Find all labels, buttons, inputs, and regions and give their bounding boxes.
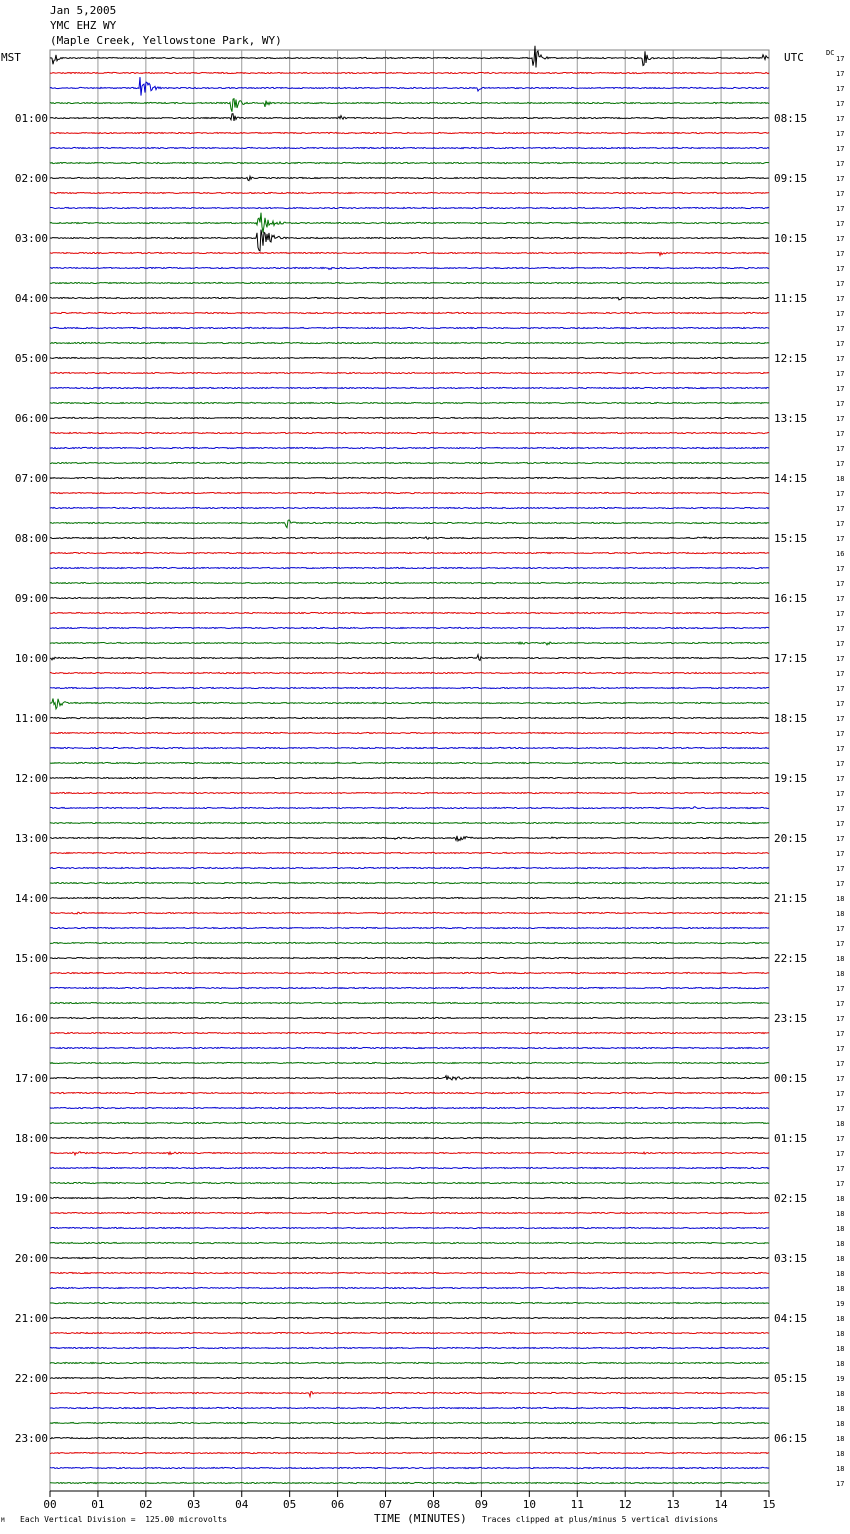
trace-line: [50, 987, 769, 988]
dc-offset-value: 17: [836, 355, 845, 363]
trace-line: [50, 957, 769, 958]
dc-offset-value: 17: [836, 1105, 845, 1113]
dc-offset-value: 17: [836, 1015, 845, 1023]
trace-line: [50, 867, 769, 868]
trace-line: [50, 1332, 769, 1333]
x-tick-label: 02: [139, 1498, 153, 1511]
left-hour-label: 01:00: [14, 112, 48, 125]
trace-line: [50, 1152, 769, 1155]
trace-line: [50, 597, 769, 598]
trace-line: [50, 792, 769, 793]
left-hour-label: 20:00: [14, 1252, 48, 1265]
trace-line: [50, 567, 769, 568]
dc-offset-value: 19: [836, 1375, 845, 1383]
dc-offset-value: 17: [836, 220, 845, 228]
trace-line: [50, 672, 769, 673]
dc-offset-value: 18: [836, 1405, 845, 1413]
trace-line: [50, 520, 769, 528]
trace-line: [50, 282, 769, 283]
scale-note: Each Vertical Division = 125.00 microvolts: [20, 1515, 228, 1524]
right-hour-label: 09:15: [774, 172, 808, 185]
dc-offset-value: 18: [836, 1360, 845, 1368]
dc-label: DC: [826, 49, 835, 57]
dc-offset-value: 17: [836, 520, 845, 528]
dc-offset-value: 17: [836, 235, 845, 243]
trace-line: [50, 1137, 769, 1138]
trace-line: [50, 1062, 769, 1063]
trace-line: [50, 147, 769, 148]
x-tick-label: 11: [570, 1498, 584, 1511]
trace-line: [50, 1392, 769, 1397]
left-hour-label: 21:00: [14, 1312, 48, 1325]
dc-offset-value: 17: [836, 595, 845, 603]
left-hour-label: 11:00: [14, 712, 48, 725]
dc-offset-value: 17: [836, 280, 845, 288]
dc-offset-value: 19: [836, 1300, 845, 1308]
right-hour-label: 11:15: [774, 292, 808, 305]
right-hour-label: 05:15: [774, 1372, 808, 1385]
dc-offset-value: 17: [836, 190, 845, 198]
trace-line: [50, 582, 769, 583]
trace-line: [50, 822, 769, 823]
trace-line: [50, 836, 769, 841]
dc-offset-value: 17: [836, 1075, 845, 1083]
trace-line: [50, 1122, 769, 1123]
left-hour-label: 05:00: [14, 352, 48, 365]
dc-offset-value: 18: [836, 1465, 845, 1473]
trace-line: [50, 942, 769, 943]
dc-offset-value: 17: [836, 250, 845, 258]
dc-offset-value: 18: [836, 1240, 845, 1248]
trace-line: [50, 747, 769, 748]
x-tick-label: 15: [762, 1498, 776, 1511]
station-code: YMC EHZ WY: [50, 19, 117, 32]
right-hour-label: 02:15: [774, 1192, 808, 1205]
x-tick-label: 00: [43, 1498, 57, 1511]
right-hour-label: 04:15: [774, 1312, 808, 1325]
x-tick-label: 05: [283, 1498, 297, 1511]
trace-line: [50, 655, 769, 661]
dc-offset-value: 16: [836, 550, 845, 558]
trace-line: [50, 77, 769, 96]
dc-offset-value: 17: [836, 730, 845, 738]
trace-line: [50, 1076, 769, 1080]
dc-offset-value: 17: [836, 1135, 845, 1143]
dc-offset-value: 17: [836, 1030, 845, 1038]
trace-line: [50, 132, 769, 133]
dc-offset-value: 17: [836, 100, 845, 108]
dc-offset-value: 17: [836, 340, 845, 348]
x-tick-label: 13: [666, 1498, 680, 1511]
dc-offset-value: 17: [836, 850, 845, 858]
trace-line: [50, 1017, 769, 1018]
trace-line: [50, 1407, 769, 1408]
left-hour-label: 14:00: [14, 892, 48, 905]
trace-line: [50, 213, 769, 233]
left-hour-label: 07:00: [14, 472, 48, 485]
dc-offset-value: 17: [836, 880, 845, 888]
trace-line: [50, 1347, 769, 1348]
dc-offset-value: 17: [836, 445, 845, 453]
trace-line: [50, 1182, 769, 1183]
right-hour-label: 00:15: [774, 1072, 808, 1085]
dc-offset-value: 17: [836, 115, 845, 123]
plot-frame: [50, 50, 769, 1491]
trace-line: [50, 912, 769, 914]
dc-offset-value: 17: [836, 985, 845, 993]
trace-line: [50, 1047, 769, 1048]
trace-line: [50, 1272, 769, 1273]
trace-line: [50, 357, 769, 358]
trace-line: [50, 372, 769, 373]
dc-offset-value: 17: [836, 325, 845, 333]
trace-line: [50, 417, 769, 418]
trace-line: [50, 507, 769, 508]
right-hour-label: 08:15: [774, 112, 808, 125]
dc-offset-value: 17: [836, 1090, 845, 1098]
dc-offset-value: 17: [836, 1150, 845, 1158]
dc-offset-value: 17: [836, 385, 845, 393]
trace-line: [50, 114, 769, 121]
dc-offset-value: 17: [836, 760, 845, 768]
trace-line: [50, 207, 769, 208]
dc-offset-value: 18: [836, 475, 845, 483]
x-tick-label: 01: [91, 1498, 105, 1511]
dc-offset-value: 18: [836, 895, 845, 903]
seismic-traces: [50, 46, 769, 1484]
dc-offset-value: 17: [836, 865, 845, 873]
left-hour-label: 16:00: [14, 1012, 48, 1025]
right-hour-label: 23:15: [774, 1012, 808, 1025]
dc-offset-value: 17: [836, 490, 845, 498]
dc-offset-value: 18: [836, 970, 845, 978]
dc-offset-value: 17: [836, 535, 845, 543]
trace-line: [50, 297, 769, 300]
right-hour-label: 01:15: [774, 1132, 808, 1145]
trace-line: [50, 1437, 769, 1438]
dc-offset-value: 17: [836, 310, 845, 318]
trace-line: [50, 447, 769, 448]
right-hour-label: 22:15: [774, 952, 808, 965]
trace-line: [50, 1257, 769, 1258]
right-hour-label: 19:15: [774, 772, 808, 785]
dc-offset-value: 17: [836, 805, 845, 813]
dc-offset-value: 17: [836, 655, 845, 663]
trace-line: [50, 882, 769, 883]
dc-offset-value: 17: [836, 715, 845, 723]
trace-line: [50, 552, 769, 553]
dc-offset-value: 18: [836, 1225, 845, 1233]
dc-offset-value: 17: [836, 790, 845, 798]
dc-offset-value: 18: [836, 1450, 845, 1458]
dc-offset-value: 17: [836, 130, 845, 138]
right-hour-label: 15:15: [774, 532, 808, 545]
trace-line: [50, 807, 769, 809]
dc-offset-value: 18: [836, 1330, 845, 1338]
left-hour-label: 10:00: [14, 652, 48, 665]
dc-offset-value: 17: [836, 70, 845, 78]
trace-line: [50, 642, 769, 645]
trace-line: [50, 1362, 769, 1363]
time-axis: [43, 1491, 775, 1511]
right-hour-label: 06:15: [774, 1432, 808, 1445]
trace-line: [50, 492, 769, 493]
dc-offset-value: 17: [836, 85, 845, 93]
trace-line: [50, 46, 769, 68]
dc-offset-value: 17: [836, 265, 845, 273]
dc-offset-value: 17: [836, 700, 845, 708]
dc-offset-value: 17: [836, 775, 845, 783]
left-hour-label: 22:00: [14, 1372, 48, 1385]
dc-offset-value: 17: [836, 565, 845, 573]
trace-line: [50, 1167, 769, 1168]
right-hour-label: 17:15: [774, 652, 808, 665]
right-hour-label: 03:15: [774, 1252, 808, 1265]
trace-line: [50, 312, 769, 313]
trace-line: [50, 1482, 769, 1483]
trace-line: [50, 387, 769, 388]
trace-line: [50, 777, 769, 778]
right-hour-label: 12:15: [774, 352, 808, 365]
dc-offset-value: 18: [836, 1420, 845, 1428]
dc-offset-value: 17: [836, 1165, 845, 1173]
trace-line: [50, 1002, 769, 1003]
dc-offset-value: 17: [836, 415, 845, 423]
trace-line: [50, 927, 769, 928]
left-hour-label: 06:00: [14, 412, 48, 425]
dc-offset-value: 17: [836, 145, 845, 153]
left-timezone: MST: [1, 51, 21, 64]
dc-offset-value: 17: [836, 430, 845, 438]
dc-offset-value: 18: [836, 1435, 845, 1443]
trace-line: [50, 1302, 769, 1304]
dc-offset-value: 17: [836, 175, 845, 183]
dc-offset-value: 17: [836, 55, 845, 63]
right-hour-label: 20:15: [774, 832, 808, 845]
trace-line: [50, 972, 769, 973]
dc-offset-value: 18: [836, 1120, 845, 1128]
dc-offset-value: 18: [836, 1390, 845, 1398]
trace-line: [50, 462, 769, 463]
dc-offset-value: 17: [836, 160, 845, 168]
dc-offset-value: 17: [836, 835, 845, 843]
trace-line: [50, 1032, 769, 1033]
left-hour-label: 23:00: [14, 1432, 48, 1445]
right-hour-label: 14:15: [774, 472, 808, 485]
right-hour-label: 16:15: [774, 592, 808, 605]
dc-offset-value: 18: [836, 1270, 845, 1278]
dc-offset-value: 17: [836, 1045, 845, 1053]
trace-line: [50, 699, 769, 709]
corner-mark: M: [1, 1517, 5, 1524]
left-hour-label: 09:00: [14, 592, 48, 605]
trace-line: [50, 72, 769, 73]
left-hour-label: 19:00: [14, 1192, 48, 1205]
trace-line: [50, 852, 769, 853]
trace-line: [50, 537, 769, 539]
trace-line: [50, 1317, 769, 1318]
dc-offset-value: 18: [836, 1210, 845, 1218]
minute-grid: [50, 50, 769, 1491]
x-tick-label: 03: [187, 1498, 201, 1511]
trace-line: [50, 1287, 769, 1288]
trace-line: [50, 762, 769, 763]
trace-line: [50, 1452, 769, 1453]
dc-offset-value: 17: [836, 1480, 845, 1488]
dc-offset-value: 17: [836, 925, 845, 933]
trace-line: [50, 192, 769, 193]
x-tick-label: 04: [235, 1498, 249, 1511]
dc-offset-value: 17: [836, 400, 845, 408]
left-hour-label: 04:00: [14, 292, 48, 305]
trace-line: [50, 717, 769, 718]
trace-line: [50, 230, 769, 251]
dc-offset-value: 17: [836, 745, 845, 753]
dc-offset-value: 17: [836, 820, 845, 828]
x-axis-title: TIME (MINUTES): [374, 1512, 467, 1525]
right-hour-label: 18:15: [774, 712, 808, 725]
left-hour-label: 08:00: [14, 532, 48, 545]
dc-offset-value: 17: [836, 460, 845, 468]
trace-line: [50, 1092, 769, 1093]
dc-offset-value: 18: [836, 1345, 845, 1353]
left-hour-label: 18:00: [14, 1132, 48, 1145]
x-tick-label: 06: [330, 1498, 345, 1511]
trace-line: [50, 1107, 769, 1108]
right-hour-label: 10:15: [774, 232, 808, 245]
dc-offset-value: 18: [836, 910, 845, 918]
trace-line: [50, 732, 769, 733]
trace-line: [50, 342, 769, 343]
trace-line: [50, 477, 769, 478]
trace-line: [50, 687, 769, 688]
dc-offset-value: 18: [836, 1315, 845, 1323]
dc-offset-value: 17: [836, 1180, 845, 1188]
dc-offset-value: 17: [836, 610, 845, 618]
x-tick-label: 09: [474, 1498, 489, 1511]
trace-line: [50, 99, 769, 112]
dc-offset-value: 17: [836, 205, 845, 213]
dc-offset-value: 17: [836, 625, 845, 633]
x-tick-label: 08: [426, 1498, 441, 1511]
right-hour-label: 21:15: [774, 892, 808, 905]
dc-offset-value: 17: [836, 295, 845, 303]
trace-line: [50, 402, 769, 403]
dc-offset-value: 17: [836, 640, 845, 648]
trace-line: [50, 627, 769, 628]
clip-note: Traces clipped at plus/minus 5 vertical divisions: [482, 1515, 719, 1524]
left-hour-label: 03:00: [14, 232, 48, 245]
x-tick-label: 12: [618, 1498, 632, 1511]
dc-offset-value: 17: [836, 670, 845, 678]
right-timezone: UTC: [784, 51, 804, 64]
station-location: (Maple Creek, Yellowstone Park, WY): [50, 34, 282, 47]
dc-offset-value: 18: [836, 1195, 845, 1203]
dc-offset-value: 18: [836, 1255, 845, 1263]
record-date: Jan 5,2005: [50, 4, 117, 17]
trace-line: [50, 327, 769, 328]
left-hour-label: 17:00: [14, 1072, 48, 1085]
trace-line: [50, 432, 769, 433]
trace-line: [50, 612, 769, 613]
left-hour-label: 02:00: [14, 172, 48, 185]
trace-line: [50, 1422, 769, 1423]
trace-line: [50, 176, 769, 180]
dc-offset-labels: [836, 55, 844, 1488]
trace-line: [50, 1227, 769, 1228]
right-hour-label: 13:15: [774, 412, 808, 425]
dc-offset-value: 17: [836, 940, 845, 948]
trace-line: [50, 1377, 769, 1378]
dc-offset-value: 17: [836, 370, 845, 378]
left-hour-label: 15:00: [14, 952, 48, 965]
left-hour-label: 13:00: [14, 832, 48, 845]
trace-line: [50, 267, 769, 269]
x-tick-label: 07: [378, 1498, 393, 1511]
dc-offset-value: 17: [836, 1000, 845, 1008]
trace-line: [50, 1242, 769, 1243]
dc-offset-value: 17: [836, 580, 845, 588]
trace-line: [50, 897, 769, 898]
dc-offset-value: 17: [836, 685, 845, 693]
trace-line: [50, 252, 769, 255]
dc-offset-value: 18: [836, 1285, 845, 1293]
x-tick-label: 14: [714, 1498, 728, 1511]
x-tick-label: 10: [522, 1498, 536, 1511]
trace-line: [50, 1467, 769, 1468]
trace-line: [50, 162, 769, 163]
left-hour-label: 12:00: [14, 772, 48, 785]
trace-line: [50, 1212, 769, 1213]
dc-offset-value: 18: [836, 955, 845, 963]
dc-offset-value: 17: [836, 1060, 845, 1068]
dc-offset-value: 17: [836, 505, 845, 513]
trace-line: [50, 1197, 769, 1198]
